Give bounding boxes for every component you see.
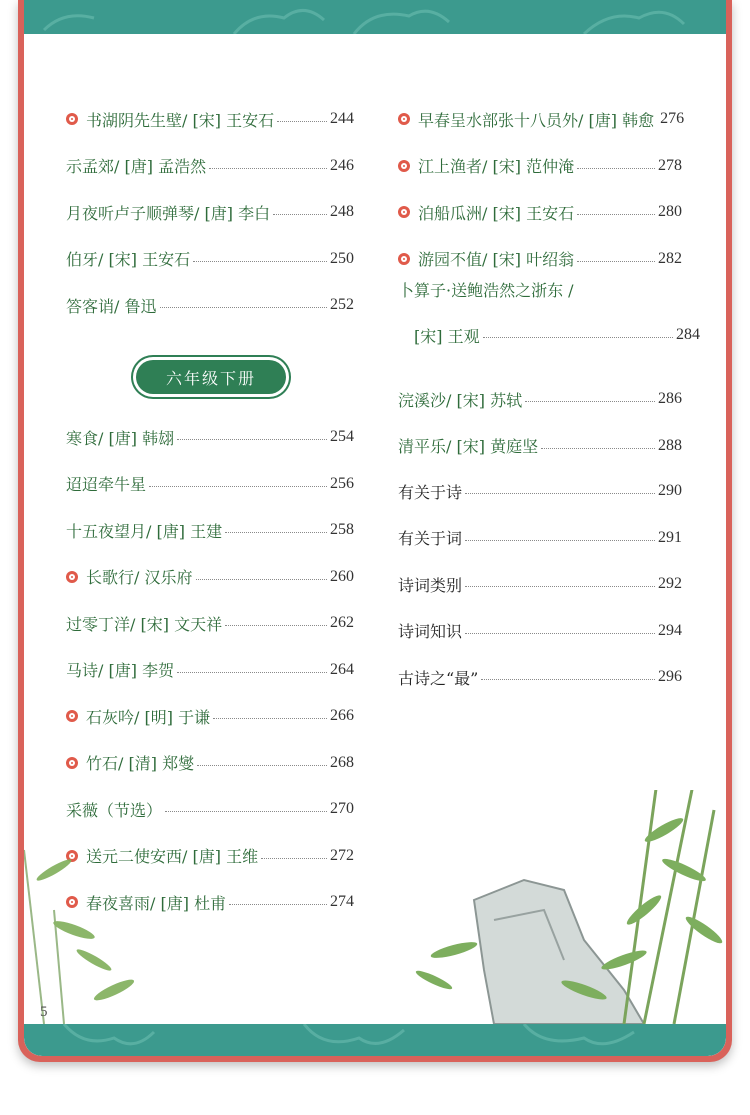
entry-title: 答客诮 <box>66 296 115 316</box>
leader-dots <box>465 492 655 494</box>
entry-page: 294 <box>658 621 682 639</box>
grade-label-badge <box>136 360 286 394</box>
entry-title: 早春呈水部张十八员外 <box>418 110 579 130</box>
entry-page: 282 <box>658 249 682 267</box>
bottom-band <box>24 1024 726 1056</box>
entry-title: 马诗 <box>66 661 99 680</box>
entry-title: 寒食 <box>66 428 99 448</box>
entry-title: 春夜喜雨 <box>86 893 151 913</box>
target-mark-icon <box>398 253 410 265</box>
entry-author: / 汉乐府 <box>134 568 193 587</box>
entry-page: 284 <box>676 326 700 343</box>
toc-entry[interactable] <box>66 244 354 274</box>
entry-title: 古诗之“最” <box>398 668 479 688</box>
entry-page: 258 <box>330 521 354 538</box>
toc-entry[interactable] <box>66 655 354 685</box>
leader-dots <box>465 632 655 634</box>
entry-author: / [宋] 王安石 <box>482 203 575 223</box>
entry-author: / [清] 郑燮 <box>118 754 195 773</box>
toc-entry-special-author[interactable] <box>414 320 700 350</box>
entry-author: / [唐] 王维 <box>182 847 259 866</box>
entry-page: 264 <box>330 660 354 678</box>
toc-entry[interactable] <box>66 104 354 134</box>
entry-author: / [唐] 孟浩然 <box>114 157 207 176</box>
entry-author: / [明] 于谦 <box>134 707 211 727</box>
target-mark-icon <box>398 206 410 218</box>
entry-author: / [宋] 王安石 <box>182 110 275 130</box>
entry-page: 291 <box>658 528 682 546</box>
entry-title: 月夜听卢子顺弹琴 <box>66 203 195 223</box>
entry-page: 256 <box>330 474 354 492</box>
leader-dots <box>149 485 327 487</box>
book-page <box>24 0 726 1056</box>
target-mark-icon <box>398 113 410 125</box>
toc-entry[interactable] <box>398 616 682 646</box>
entry-page: 266 <box>330 707 354 724</box>
toc-entry[interactable] <box>66 422 354 452</box>
entry-title: 示孟郊 <box>66 157 115 176</box>
entry-author: / 鲁迅 <box>114 296 157 316</box>
entry-title: 送元二使安西 <box>86 847 183 866</box>
leader-dots <box>577 167 655 169</box>
leader-dots <box>577 213 655 215</box>
entry-author: / [宋] 黄庭坚 <box>446 437 539 456</box>
toc-entry[interactable] <box>398 244 682 274</box>
toc-entry[interactable] <box>398 197 682 227</box>
toc-entry[interactable] <box>398 431 682 461</box>
leader-dots <box>193 260 327 262</box>
leader-dots <box>277 120 327 122</box>
entry-page: 268 <box>330 753 354 771</box>
grade-label-text: 六年级下册 <box>165 368 256 388</box>
toc-entry[interactable] <box>66 197 354 227</box>
toc-entry[interactable] <box>398 151 682 181</box>
entry-author: / [宋] 苏轼 <box>446 390 523 410</box>
toc-entry[interactable] <box>398 476 682 506</box>
entry-title: 清平乐 <box>398 437 447 456</box>
entry-page: 244 <box>330 110 354 127</box>
entry-title: 有关于诗 <box>398 482 463 502</box>
leader-dots <box>160 306 328 308</box>
leader-dots <box>197 764 327 766</box>
toc-entry[interactable] <box>66 608 354 638</box>
entry-title: 书湖阴先生壁 <box>86 110 183 130</box>
entry-page: 280 <box>658 203 682 220</box>
leader-dots <box>225 531 327 533</box>
entry-page: 288 <box>658 436 682 454</box>
entry-title: 浣溪沙 <box>398 390 447 410</box>
entry-author: / [唐] 李贺 <box>98 661 175 680</box>
toc-entry[interactable] <box>66 515 354 545</box>
top-band <box>24 0 726 34</box>
entry-page: 290 <box>658 482 682 499</box>
entry-page: 252 <box>330 296 354 313</box>
entry-author: / [宋] 叶绍翁 <box>482 250 575 269</box>
toc-entry[interactable] <box>398 384 682 414</box>
leader-dots <box>177 671 327 673</box>
toc-entry[interactable] <box>66 562 354 592</box>
entry-page: 254 <box>330 428 354 445</box>
toc-entry[interactable] <box>66 290 354 320</box>
bamboo-rock-illustration <box>24 790 726 1024</box>
entry-author: / [唐] 杜甫 <box>150 893 227 913</box>
entry-page: 276 <box>660 110 685 127</box>
leader-dots <box>577 260 655 262</box>
entry-page: 248 <box>330 203 354 220</box>
leader-dots <box>525 400 655 402</box>
entry-title: 游园不值 <box>418 250 483 269</box>
entry-page: 246 <box>330 156 354 174</box>
entry-title: 卜算子·送鲍浩然之浙东 / <box>398 280 574 300</box>
target-mark-icon <box>398 160 410 172</box>
entry-title: 石灰吟 <box>86 707 135 727</box>
entry-title: 诗词知识 <box>398 622 463 641</box>
leader-dots <box>541 447 655 449</box>
toc-entry[interactable] <box>66 701 354 731</box>
toc-entry[interactable] <box>398 523 682 553</box>
entry-title: 采薇（节选） <box>66 800 163 820</box>
cloud-pattern-top <box>24 0 726 34</box>
entry-title: 长歌行 <box>86 568 135 587</box>
toc-entry[interactable] <box>66 469 354 499</box>
entry-page: 274 <box>330 893 354 910</box>
entry-page: 260 <box>330 567 354 585</box>
entry-author: / [唐] 王建 <box>146 521 223 541</box>
leader-dots <box>213 717 327 719</box>
entry-author: / [宋] 王安石 <box>98 250 191 269</box>
page-number: 5 <box>40 1004 48 1020</box>
entry-page: 270 <box>330 800 354 817</box>
target-mark-icon <box>66 113 78 125</box>
leader-dots <box>465 585 655 587</box>
leader-dots <box>225 624 327 626</box>
cloud-pattern-bottom <box>24 1024 726 1056</box>
leader-dots <box>483 336 673 338</box>
leader-dots <box>481 678 655 680</box>
leader-dots <box>209 167 327 169</box>
entry-page: 272 <box>330 846 354 864</box>
leader-dots <box>465 539 655 541</box>
entry-author: / [宋] 文天祥 <box>130 614 223 634</box>
entry-page: 286 <box>658 390 682 407</box>
toc-entry[interactable] <box>398 662 682 692</box>
toc-entry-special-title[interactable] <box>398 274 708 304</box>
entry-title: 伯牙 <box>66 250 99 269</box>
entry-title: 泊船瓜洲 <box>418 203 483 223</box>
entry-author: [宋] 王观 <box>414 326 480 346</box>
toc-entry[interactable] <box>398 104 685 134</box>
entry-author: / [唐] 韩愈 <box>578 110 655 130</box>
toc-entry[interactable] <box>398 569 682 599</box>
target-mark-icon <box>66 710 78 722</box>
entry-title: 迢迢牵牛星 <box>66 475 147 494</box>
entry-page: 278 <box>658 156 682 174</box>
entry-page: 250 <box>330 249 354 267</box>
entry-title: 江上渔者 <box>418 157 483 176</box>
entry-title: 诗词类别 <box>398 575 463 595</box>
leader-dots <box>196 578 328 580</box>
entry-page: 292 <box>658 575 682 592</box>
entry-title: 有关于词 <box>398 529 463 548</box>
entry-author: / [唐] 李白 <box>194 203 271 223</box>
leader-dots <box>273 213 327 215</box>
leader-dots <box>177 438 327 440</box>
entry-page: 296 <box>658 668 682 685</box>
entry-title: 十五夜望月 <box>66 521 147 541</box>
target-mark-icon <box>66 571 78 583</box>
entry-page: 262 <box>330 614 354 631</box>
toc-entry[interactable] <box>66 151 354 181</box>
entry-title: 竹石 <box>86 754 119 773</box>
toc-entry[interactable] <box>66 748 354 778</box>
target-mark-icon <box>66 757 78 769</box>
entry-author: / [唐] 韩翃 <box>98 428 175 448</box>
entry-title: 过零丁洋 <box>66 614 131 634</box>
entry-author: / [宋] 范仲淹 <box>482 157 575 176</box>
